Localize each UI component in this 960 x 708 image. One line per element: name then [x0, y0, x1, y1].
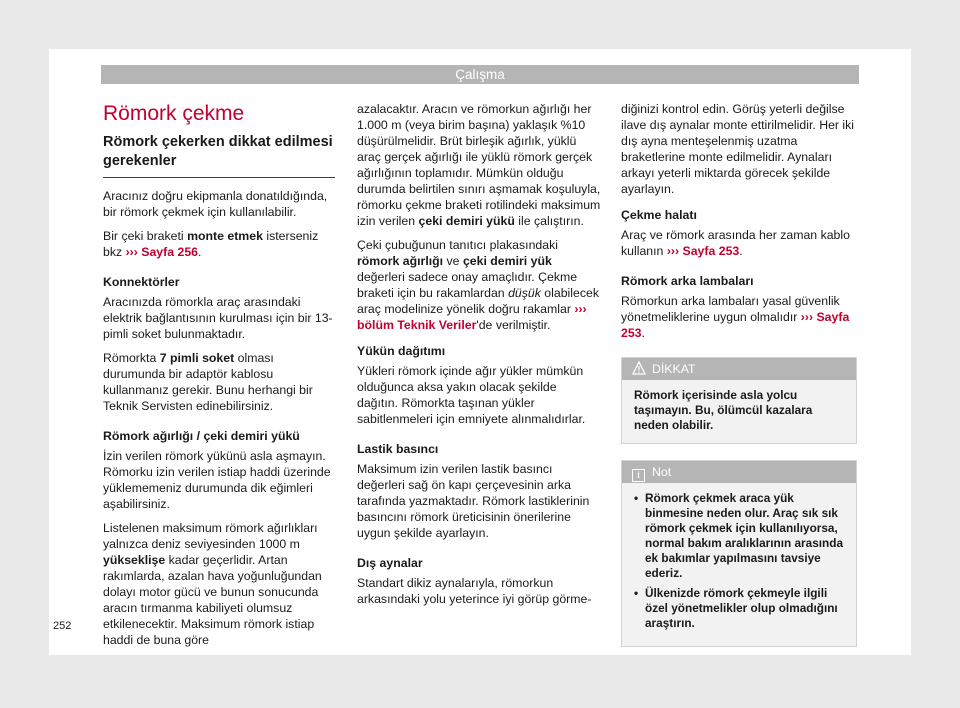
warning-text: Römork içerisinde asla yolcu taşımayın. Bu, ölümcül kazalara neden olabilir.: [622, 380, 856, 443]
column-3: [621, 101, 857, 647]
warning-header: [622, 358, 856, 380]
page-link[interactable]: ››› Sayfa 256: [125, 245, 199, 259]
column-1: [103, 101, 335, 656]
section-header: Çalışma: [101, 65, 859, 84]
paragraph: Aracınızda römorkla araç arasındaki elektrik bağlantısının kurulması için bir 13-pimli soket bulunmaktadır.: [103, 295, 333, 341]
paragraph: Bir çeki braketi monte etmek isterseniz bkz ››› Sayfa 256.: [103, 229, 319, 259]
subheading-mirrors: Dış aynalar: [357, 556, 423, 570]
list-item: • Römork çekmek araca yük binmesine neden olur. Araç sık sık römork çekmek için kullanılıyorsa, normal bakım aralıklarının arasında ek bakımlar yapılmasını tavsiye ederiz.: [634, 491, 844, 581]
paragraph: Römorkun arka lambaları yasal güvenlik yönetmeliklerine uygun olmalıdır ››› Sayfa 253.: [621, 294, 850, 340]
subheading-tow-rope: Çekme halatı: [621, 208, 697, 222]
page-link[interactable]: ››› Sayfa 253: [666, 244, 740, 258]
subheading-connectors: Konnektörler: [103, 275, 180, 289]
paragraph: Listelenen maksimum römork ağırlıkları yalnızca deniz seviyesinden 1000 m yükseklişe kadar geçerlidir. Artan rakımlarda, azalan hava yoğunluğundan dolayı motor gücü ve bunun sonucunda aracın tırmanma kabiliyeti olumsuz etkilenecektir. Maksimum römork istiap haddi de buna göre: [103, 521, 322, 647]
paragraph: azalacaktır. Aracın ve römorkun ağırlığı her 1.000 m (veya birim başına) yaklaşık %10 düşürülmelidir. Brüt birleşik ağırlık, yüklü araç gerçek ağırlığı ile yüklü römork gerçek ağırlığının toplamıdır. Mümkün olduğu durumda belirtilen sınırı aşmamak koşuluyla, römorku çekme braketi rotilindeki maksimum izin verilen çeki demiri yükü ile çalıştırın.: [357, 102, 601, 228]
paragraph: İzin verilen römork yükünü asla aşmayın. Römorku izin verilen istiap haddi üzerinde yüklememeniz durumunda dik eğimleri aşabilirsiniz.: [103, 449, 331, 511]
page-number: 252: [53, 620, 72, 632]
paragraph: Araç ve römork arasında her zaman kablo kullanın ››› Sayfa 253.: [621, 228, 850, 258]
chapter-link[interactable]: ››› bölüm Teknik Veriler: [357, 302, 587, 332]
subheading-rear-lights: Römork arka lambaları: [621, 274, 754, 288]
subheading-trailer-weight: Römork ağırlığı / çeki demiri yükü: [103, 429, 300, 443]
note-title: Not: [652, 465, 672, 479]
list-item: • Ülkenizde römork çekmeyle ilgili özel yönetmelikler olup olmadığını araştırın.: [634, 586, 844, 631]
note-box: [621, 460, 857, 647]
paragraph: diğinizi kontrol edin. Görüş yeterli değilse ilave dış aynalar monte ettirilmelidir. Her iki dış ayna menteşelenmiş uzatma braketlerine monte edilmelidir. Aynaları arkayı yeterli miktarda görecek şekilde ayarlayın.: [621, 102, 855, 196]
paragraph: Maksimum izin verilen lastik basıncı değerleri sağ ön kapı çerçevesinin arka tarafında yazmaktadır. Römork lastiklerinin basıncını römork üreticisinin önerilerine uygun şekilde ayarlayın.: [357, 462, 590, 540]
subheading-load-distribution: Yükün dağıtımı: [357, 344, 446, 358]
page-link[interactable]: ››› Sayfa 253: [621, 310, 850, 340]
paragraph: Yükleri römork içinde ağır yükler mümkün olduğunca aksa yakın olacak şekilde dağıtın. Römorkta taşınan yükler sabitlenmeleri için emniyete alınmalıdırlar.: [357, 364, 586, 426]
page-title: Römork çekme: [103, 102, 245, 125]
warning-title: DİKKAT: [652, 362, 696, 376]
warning-triangle-icon: [632, 361, 646, 375]
column-2: [357, 101, 601, 615]
section-subtitle: Römork çekerken dikkat edilmesi gerekenler: [103, 133, 335, 178]
paragraph: Römorkta 7 pimli soket olması durumunda bir adaptör kablosu kullanmanız gerekir. Bunu herhangi bir Teknik Servisten edinebilirsiniz.: [103, 351, 313, 413]
subheading-tyre-pressure: Lastik basıncı: [357, 442, 439, 456]
paragraph: Çeki çubuğunun tanıtıcı plakasındaki römork ağırlığı ve çeki demiri yük değerleri sadece onay amaçlıdır. Çekme braketi için bu rakamlardan düşük olabilecek araç modelinize yönelik doğru rakamlar ››› bölüm Teknik Veriler'de verilmiştir.: [357, 238, 599, 332]
paragraph: Standart dikiz aynalarıyla, römorkun arkasındaki yolu yeterince iyi görüp görme-: [357, 576, 592, 606]
note-header: [622, 461, 856, 483]
warning-box: [621, 357, 857, 444]
manual-page: [49, 49, 911, 655]
paragraph: Aracınız doğru ekipmanla donatıldığında, bir römork çekmek için kullanılabilir.: [103, 189, 328, 219]
note-body: [622, 483, 856, 646]
info-icon: i: [632, 469, 645, 482]
